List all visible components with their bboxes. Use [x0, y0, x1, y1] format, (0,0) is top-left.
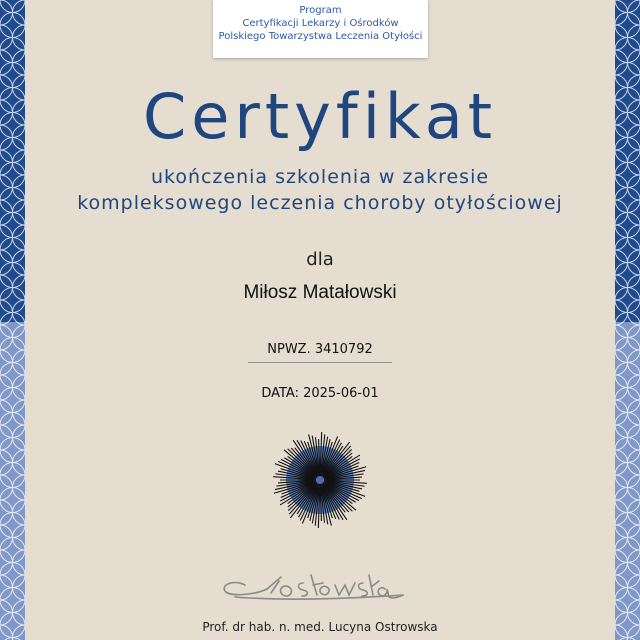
- program-name-line: Certyfikacji Lekarzy i Ośrodków: [242, 18, 399, 29]
- signer-name: Prof. dr hab. n. med. Lucyna Ostrowska: [202, 620, 438, 634]
- handwritten-signature-icon: [215, 565, 415, 609]
- certificate-date: DATA: 2025-06-01: [261, 386, 379, 401]
- society-name-line: Polskiego Towarzystwa Leczenia Otyłości: [218, 31, 423, 42]
- program-label: Program: [299, 5, 342, 16]
- certificate-title: Certyfikat: [142, 80, 498, 153]
- certificate-subtitle-line2: kompleksowego leczenia choroby otyłościowej: [77, 192, 563, 214]
- for-label: dla: [306, 249, 334, 270]
- certificate-subtitle-line1: ukończenia szkolenia w zakresie: [150, 166, 490, 188]
- starburst-emblem-icon: [270, 430, 370, 534]
- program-header: [213, 0, 428, 58]
- npwz-underline: [248, 362, 392, 363]
- npwz-number: NPWZ. 3410792: [267, 342, 373, 357]
- recipient-name: Miłosz Matałowski: [243, 282, 397, 303]
